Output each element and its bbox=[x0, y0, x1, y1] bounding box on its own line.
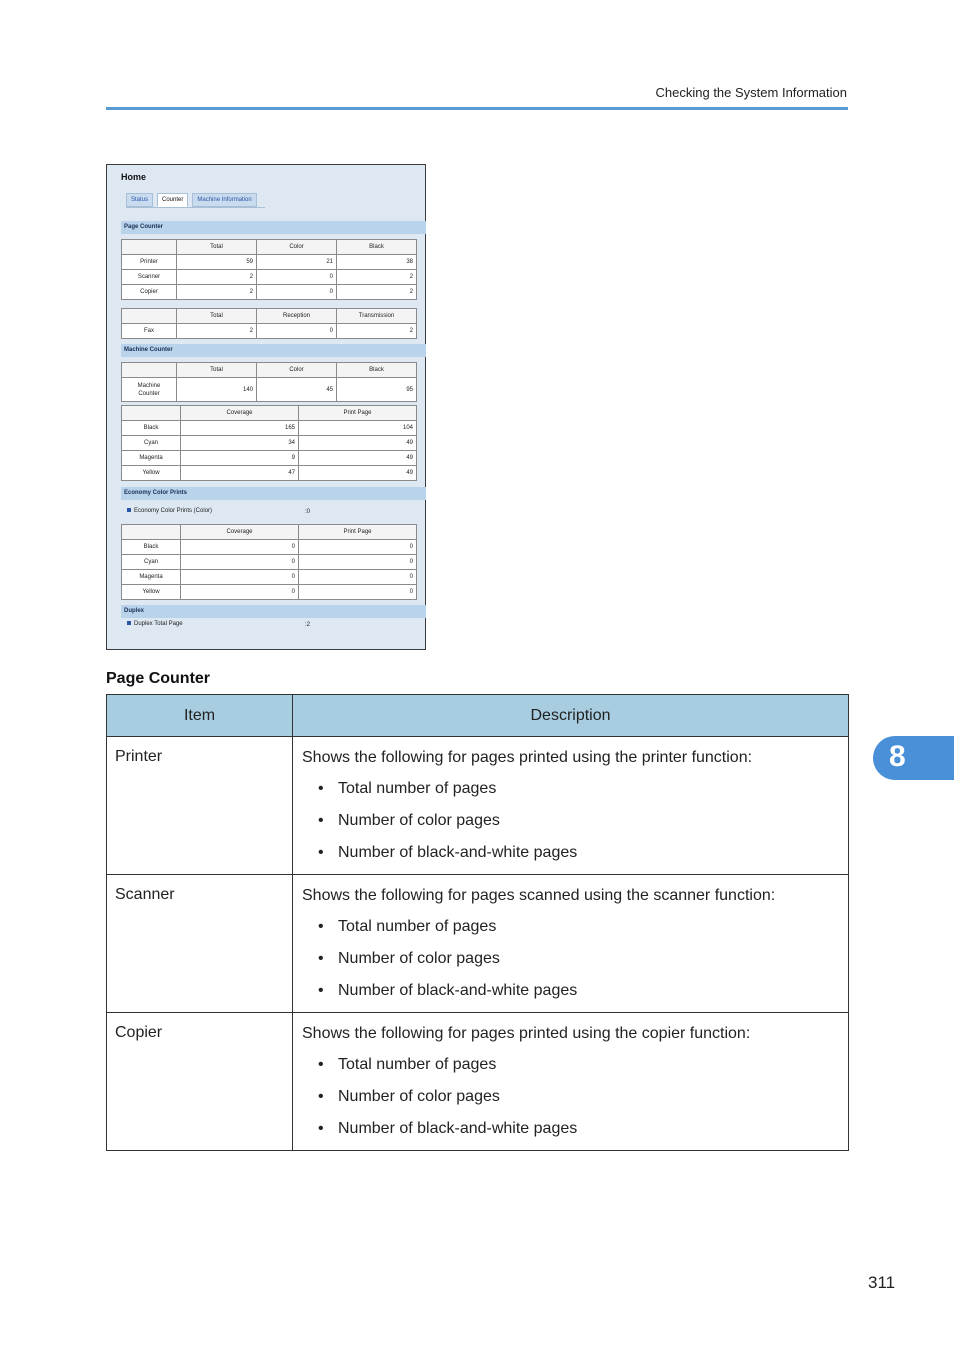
header-cell: Coverage bbox=[181, 525, 299, 540]
description-lead: Shows the following for pages printed using the copier function: bbox=[302, 1025, 751, 1042]
item-cell: Scanner bbox=[107, 875, 293, 1013]
row-label: Black bbox=[122, 421, 181, 436]
header-cell: Color bbox=[257, 363, 337, 378]
value-cell: 0 bbox=[257, 324, 337, 339]
row-label: Copier bbox=[122, 285, 177, 300]
row-label: Yellow bbox=[122, 585, 181, 600]
bullet-icon: • bbox=[318, 918, 324, 935]
list-item-text: Number of black-and-white pages bbox=[338, 1120, 578, 1137]
page-header-title: Checking the System Information bbox=[655, 85, 847, 100]
row-label: Cyan bbox=[122, 436, 181, 451]
row-label: Black bbox=[122, 540, 181, 555]
description-cell bbox=[293, 1013, 849, 1151]
header-rule bbox=[106, 107, 848, 110]
value-cell: 140 bbox=[177, 378, 257, 402]
list-item-text: Number of black-and-white pages bbox=[338, 844, 578, 861]
header-cell: Print Page bbox=[299, 525, 417, 540]
list-item bbox=[302, 1086, 839, 1108]
list-item bbox=[302, 948, 839, 970]
value-cell: 2 bbox=[177, 324, 257, 339]
table-row bbox=[122, 270, 417, 285]
machine-counter-table bbox=[121, 362, 417, 402]
header-cell: Print Page bbox=[299, 406, 417, 421]
value-cell: 0 bbox=[181, 555, 299, 570]
list-item-text: Number of color pages bbox=[338, 1088, 500, 1105]
value-cell: 104 bbox=[299, 421, 417, 436]
row-label: Machine Counter bbox=[122, 378, 177, 402]
value-cell: 0 bbox=[181, 585, 299, 600]
chapter-number: 8 bbox=[889, 740, 906, 773]
bullet-list bbox=[302, 778, 839, 864]
header-cell bbox=[122, 406, 181, 421]
row-label: Yellow bbox=[122, 466, 181, 481]
table-row bbox=[122, 421, 417, 436]
table-header-row bbox=[122, 240, 417, 255]
page-counter-table bbox=[121, 239, 417, 300]
bullet-icon: • bbox=[318, 1056, 324, 1073]
value-cell: 2 bbox=[177, 270, 257, 285]
counter-screenshot bbox=[106, 164, 426, 650]
table-header-row bbox=[122, 406, 417, 421]
list-item-text: Total number of pages bbox=[338, 918, 497, 935]
section-heading: Page Counter bbox=[106, 670, 211, 687]
row-label: Cyan bbox=[122, 555, 181, 570]
header-cell: Reception bbox=[257, 309, 337, 324]
column-header-item: Item bbox=[107, 695, 293, 737]
description-table bbox=[106, 694, 849, 1151]
value-cell: 34 bbox=[181, 436, 299, 451]
header-cell: Color bbox=[257, 240, 337, 255]
machine-coverage-table bbox=[121, 405, 417, 481]
item-cell: Copier bbox=[107, 1013, 293, 1151]
row-label: Magenta bbox=[122, 451, 181, 466]
bullet-icon: • bbox=[318, 812, 324, 829]
header-cell: Black bbox=[337, 363, 417, 378]
description-cell bbox=[293, 875, 849, 1013]
bullet-icon: • bbox=[318, 1120, 324, 1137]
economy-color-prints-value: :0 bbox=[305, 509, 311, 515]
value-cell: 0 bbox=[299, 555, 417, 570]
list-item bbox=[302, 842, 839, 864]
list-item bbox=[302, 1054, 839, 1076]
value-cell: 21 bbox=[257, 255, 337, 270]
section-bar-economy-color-prints: Economy Color Prints bbox=[121, 487, 426, 500]
table-row bbox=[107, 875, 849, 1013]
bullet-icon: • bbox=[318, 780, 324, 797]
bullet-icon: • bbox=[318, 950, 324, 967]
item-cell: Printer bbox=[107, 737, 293, 875]
table-row bbox=[122, 451, 417, 466]
description-cell bbox=[293, 737, 849, 875]
header-cell: Black bbox=[337, 240, 417, 255]
value-cell: 0 bbox=[181, 540, 299, 555]
value-cell: 95 bbox=[337, 378, 417, 402]
value-cell: 45 bbox=[257, 378, 337, 402]
header-cell bbox=[122, 525, 181, 540]
value-cell: 0 bbox=[299, 540, 417, 555]
row-label: Magenta bbox=[122, 570, 181, 585]
home-title: Home bbox=[121, 172, 147, 182]
list-item bbox=[302, 778, 839, 800]
value-cell: 2 bbox=[337, 285, 417, 300]
value-cell: 49 bbox=[299, 436, 417, 451]
duplex-total-page-line bbox=[127, 621, 183, 627]
row-label: Scanner bbox=[122, 270, 177, 285]
row-label: Printer bbox=[122, 255, 177, 270]
square-bullet-icon bbox=[127, 508, 131, 512]
value-cell: 9 bbox=[181, 451, 299, 466]
header-cell: Total bbox=[177, 240, 257, 255]
square-bullet-icon bbox=[127, 621, 131, 625]
value-cell: 49 bbox=[299, 466, 417, 481]
economy-color-prints-label: Economy Color Prints (Color) bbox=[134, 508, 213, 514]
header-cell bbox=[122, 363, 177, 378]
tab-machine-information[interactable]: Machine Information bbox=[192, 193, 256, 207]
list-item bbox=[302, 810, 839, 832]
list-item-text: Number of color pages bbox=[338, 950, 500, 967]
table-row bbox=[122, 378, 417, 402]
value-cell: 38 bbox=[337, 255, 417, 270]
list-item-text: Number of color pages bbox=[338, 812, 500, 829]
table-row bbox=[122, 285, 417, 300]
table-row bbox=[122, 585, 417, 600]
economy-coverage-table bbox=[121, 524, 417, 600]
header-cell: Total bbox=[177, 309, 257, 324]
column-header-description: Description bbox=[293, 695, 849, 737]
value-cell: 0 bbox=[299, 570, 417, 585]
section-bar-page-counter: Page Counter bbox=[121, 221, 426, 234]
chapter-tab bbox=[873, 736, 954, 780]
description-lead: Shows the following for pages printed using the printer function: bbox=[302, 749, 753, 766]
tab-status[interactable]: Status bbox=[126, 193, 153, 207]
value-cell: 2 bbox=[337, 270, 417, 285]
tab-bar bbox=[126, 193, 265, 208]
list-item bbox=[302, 916, 839, 938]
table-header-row bbox=[122, 363, 417, 378]
table-row bbox=[122, 540, 417, 555]
list-item bbox=[302, 1118, 839, 1140]
bullet-icon: • bbox=[318, 844, 324, 861]
table-row bbox=[122, 436, 417, 451]
list-item-text: Total number of pages bbox=[338, 1056, 497, 1073]
description-lead: Shows the following for pages scanned using the scanner function: bbox=[302, 887, 776, 904]
bullet-list bbox=[302, 916, 839, 1002]
bullet-icon: • bbox=[318, 1088, 324, 1105]
table-row bbox=[122, 255, 417, 270]
header-cell bbox=[122, 240, 177, 255]
table-row bbox=[107, 737, 849, 875]
value-cell: 47 bbox=[181, 466, 299, 481]
duplex-total-page-value: :2 bbox=[305, 622, 311, 628]
table-row bbox=[122, 570, 417, 585]
table-header-row bbox=[122, 525, 417, 540]
table-row bbox=[107, 1013, 849, 1151]
table-row bbox=[122, 466, 417, 481]
list-item-text: Number of black-and-white pages bbox=[338, 982, 578, 999]
value-cell: 2 bbox=[337, 324, 417, 339]
value-cell: 0 bbox=[181, 570, 299, 585]
value-cell: 0 bbox=[257, 270, 337, 285]
header-cell: Total bbox=[177, 363, 257, 378]
table-row bbox=[122, 324, 417, 339]
duplex-total-page-label: Duplex Total Page bbox=[134, 621, 183, 627]
fax-counter-table bbox=[121, 308, 417, 339]
value-cell: 49 bbox=[299, 451, 417, 466]
tab-counter[interactable]: Counter bbox=[157, 193, 188, 207]
table-header-row bbox=[122, 309, 417, 324]
header-cell: Coverage bbox=[181, 406, 299, 421]
page-number: 311 bbox=[868, 1273, 896, 1292]
value-cell: 0 bbox=[257, 285, 337, 300]
value-cell: 165 bbox=[181, 421, 299, 436]
table-row bbox=[122, 555, 417, 570]
section-bar-machine-counter: Machine Counter bbox=[121, 344, 426, 357]
value-cell: 59 bbox=[177, 255, 257, 270]
economy-color-prints-line bbox=[127, 508, 212, 514]
value-cell: 0 bbox=[299, 585, 417, 600]
section-bar-duplex: Duplex bbox=[121, 605, 426, 618]
table-header-row bbox=[107, 695, 849, 737]
list-item-text: Total number of pages bbox=[338, 780, 497, 797]
row-label: Fax bbox=[122, 324, 177, 339]
header-cell bbox=[122, 309, 177, 324]
value-cell: 2 bbox=[177, 285, 257, 300]
bullet-icon: • bbox=[318, 982, 324, 999]
list-item bbox=[302, 980, 839, 1002]
header-cell: Transmission bbox=[337, 309, 417, 324]
bullet-list bbox=[302, 1054, 839, 1140]
